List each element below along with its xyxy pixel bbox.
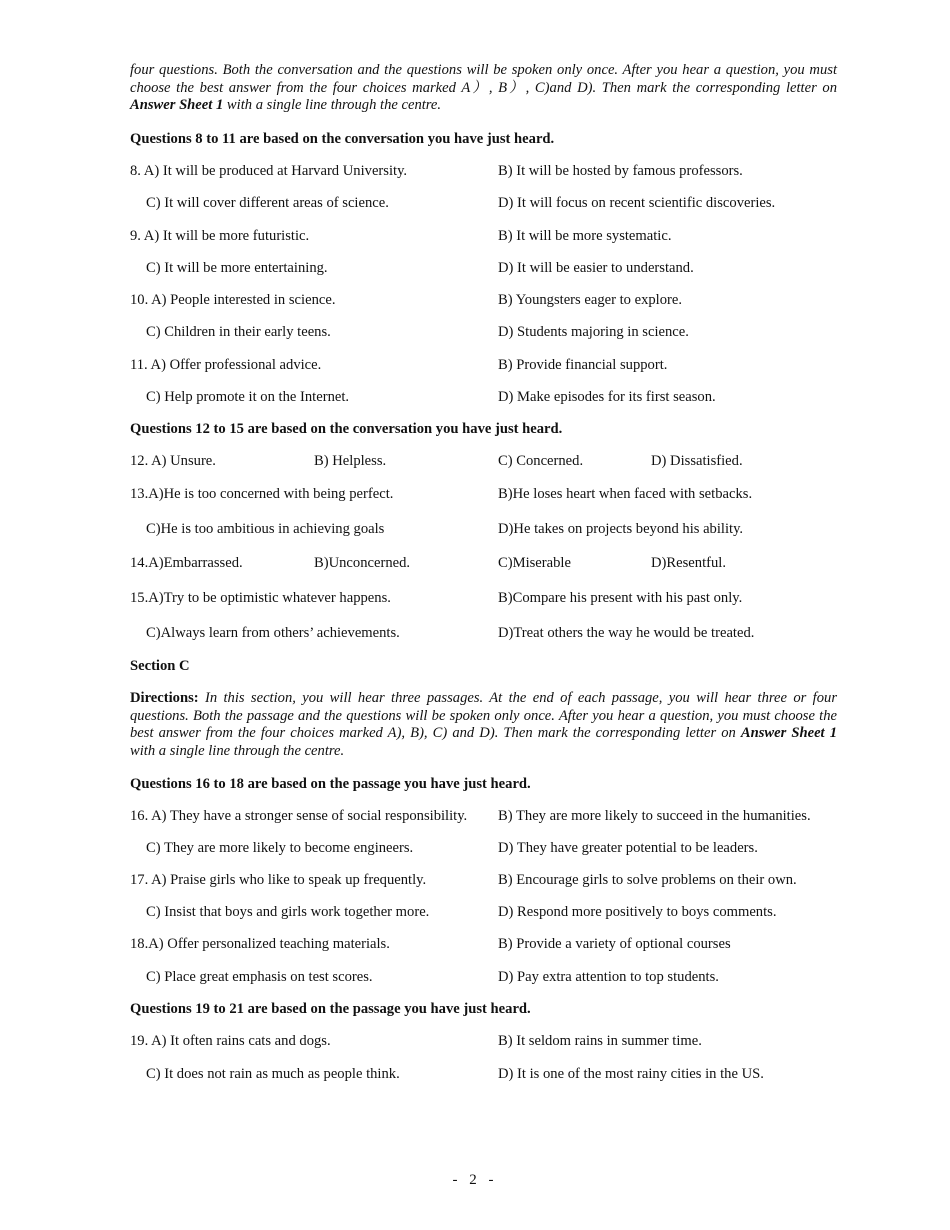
section-title: Section C xyxy=(130,658,190,674)
option-c: C)He is too ambitious in achieving goals xyxy=(146,521,385,537)
option-b: B) Provide a variety of optional courses xyxy=(498,936,731,952)
option-b: B) It will be hosted by famous professors. xyxy=(498,163,743,179)
question-group-heading: Questions 16 to 18 are based on the passage you have just heard. xyxy=(130,776,531,792)
answer-sheet-emphasis: Answer Sheet 1 xyxy=(740,725,837,741)
option-a: 10. A) People interested in science. xyxy=(130,292,336,308)
option-c: C)Miserable xyxy=(498,555,571,571)
option-d: D)Resentful. xyxy=(651,555,726,571)
option-c: C) Children in their early teens. xyxy=(146,324,331,340)
option-b: B) They are more likely to succeed in the humanities. xyxy=(498,808,811,824)
option-d: D) Dissatisfied. xyxy=(651,453,743,469)
instructions-tail: with a single line through the centre. xyxy=(223,97,442,113)
question-group-heading: Questions 12 to 15 are based on the conversation you have just heard. xyxy=(130,421,563,437)
option-c: C) They are more likely to become engineers. xyxy=(146,840,414,856)
option-d: D) Students majoring in science. xyxy=(498,324,689,340)
option-a: 17. A) Praise girls who like to speak up frequently. xyxy=(130,872,427,888)
option-b: B) Provide financial support. xyxy=(498,357,668,373)
option-c: C) Insist that boys and girls work together more. xyxy=(146,904,430,920)
option-b: B)Unconcerned. xyxy=(314,555,411,571)
option-a: 19. A) It often rains cats and dogs. xyxy=(130,1033,331,1049)
option-b: B) Helpless. xyxy=(314,453,387,469)
option-b: B) It will be more systematic. xyxy=(498,228,672,244)
answer-sheet-emphasis: Answer Sheet 1 xyxy=(130,97,224,113)
option-a: 14.A)Embarrassed. xyxy=(130,555,243,571)
option-c: C)Always learn from others’ achievements. xyxy=(146,625,400,641)
listening-instructions xyxy=(130,62,837,115)
page-number: - 2 - xyxy=(452,1172,498,1188)
directions-label: Directions: xyxy=(130,690,199,706)
option-d: D) It is one of the most rainy cities in the US. xyxy=(498,1066,764,1082)
option-a: 16. A) They have a stronger sense of social responsibility. xyxy=(130,808,468,824)
option-d: D) Respond more positively to boys comments. xyxy=(498,904,777,920)
question-group-heading: Questions 8 to 11 are based on the conversation you have just heard. xyxy=(130,131,555,147)
option-b: B)He loses heart when faced with setbacks. xyxy=(498,486,753,502)
option-d: D) It will focus on recent scientific discoveries. xyxy=(498,195,776,211)
option-a: 13.A)He is too concerned with being perfect. xyxy=(130,486,394,502)
option-a: 11. A) Offer professional advice. xyxy=(130,357,322,373)
question-group-heading: Questions 19 to 21 are based on the passage you have just heard. xyxy=(130,1001,531,1017)
section-c-directions xyxy=(130,690,837,760)
option-b: B) Encourage girls to solve problems on their own. xyxy=(498,872,797,888)
option-b: B) It seldom rains in summer time. xyxy=(498,1033,702,1049)
option-a: 9. A) It will be more futuristic. xyxy=(130,228,310,244)
option-d: D) They have greater potential to be leaders. xyxy=(498,840,758,856)
option-c: C) Place great emphasis on test scores. xyxy=(146,969,373,985)
option-c: C) It does not rain as much as people think. xyxy=(146,1066,400,1082)
option-a: 15.A)Try to be optimistic whatever happens. xyxy=(130,590,391,606)
option-d: D)He takes on projects beyond his ability. xyxy=(498,521,744,537)
option-c: C) It will cover different areas of science. xyxy=(146,195,389,211)
directions-tail: with a single line through the centre. xyxy=(130,742,345,759)
option-c: C) Help promote it on the Internet. xyxy=(146,389,350,405)
option-a: 8. A) It will be produced at Harvard University. xyxy=(130,163,408,179)
option-c: C) Concerned. xyxy=(498,453,584,469)
option-a: 18.A) Offer personalized teaching materials. xyxy=(130,936,390,952)
option-b: B)Compare his present with his past only. xyxy=(498,590,743,606)
option-d: D) Make episodes for its first season. xyxy=(498,389,716,405)
option-c: C) It will be more entertaining. xyxy=(146,260,328,276)
option-b: B) Youngsters eager to explore. xyxy=(498,292,683,308)
instructions-text: four questions. Both the conversation and the questions will be spoken only once. After you hear a question, you must choose the best answer from the four choices marked A）, B）, C)and D). Then mark the corresponding letter on xyxy=(130,62,837,96)
directions-text: In this section, you will hear three passages. At the end of each passage, you will hear three or four questions. Both the passage and the questions will be spoken only once. After you hear a question, you must choose the best answer from the four choices marked A), B), C) and D). Then mark the corresponding letter on xyxy=(130,690,837,741)
option-d: D) Pay extra attention to top students. xyxy=(498,969,719,985)
option-d: D)Treat others the way he would be treated. xyxy=(498,625,755,641)
option-a: 12. A) Unsure. xyxy=(130,453,216,469)
option-d: D) It will be easier to understand. xyxy=(498,260,694,276)
